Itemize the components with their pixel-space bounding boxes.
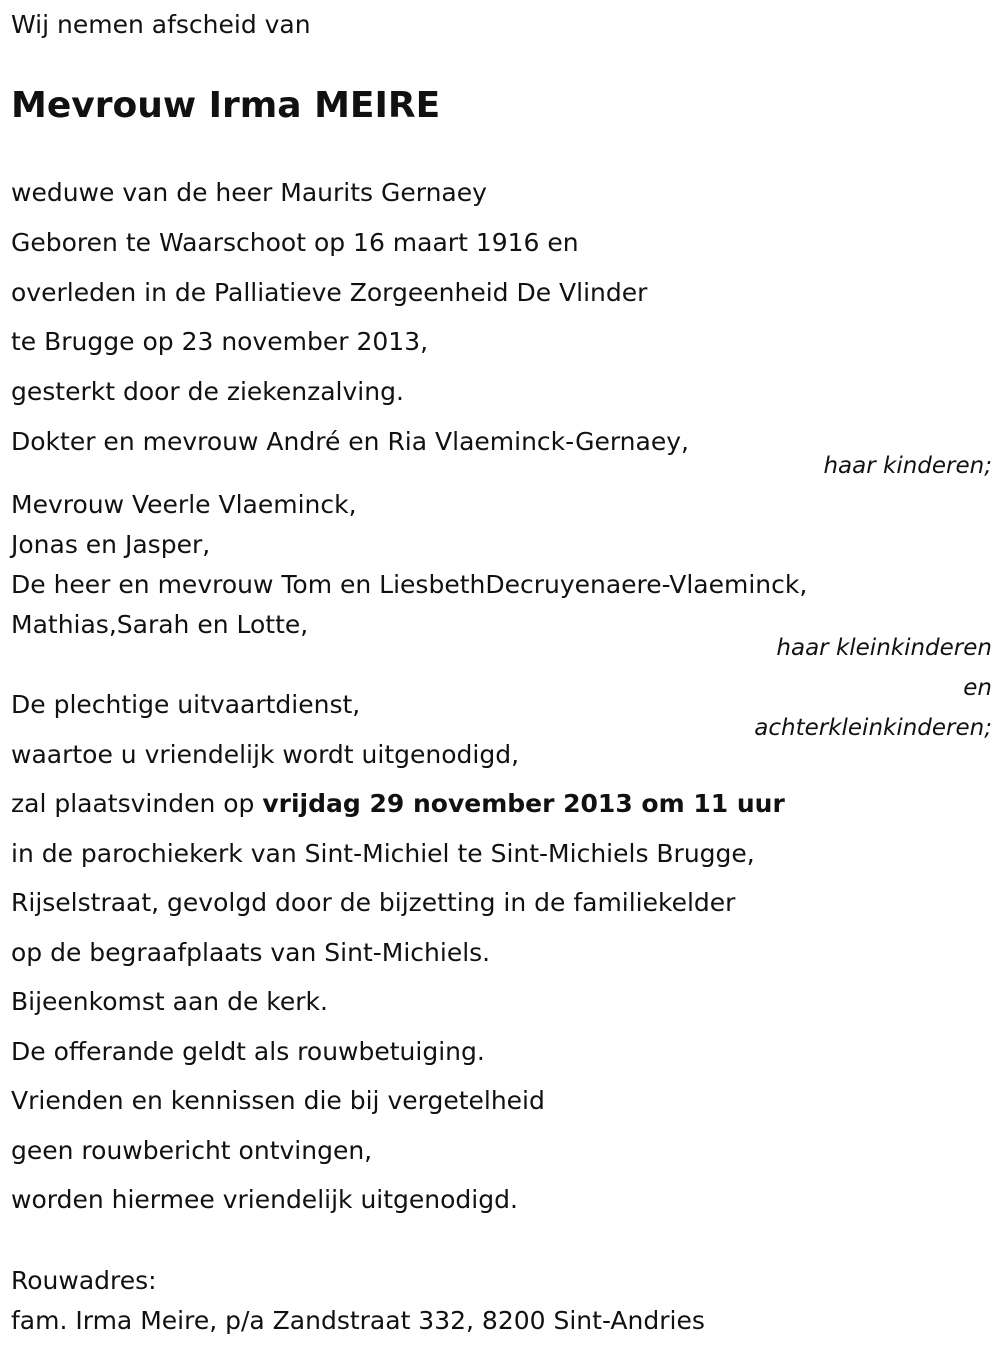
grandchildren-role: haar kleinkinderen [776,635,992,661]
service-line: De offerande geldt als rouwbetuiging. [11,1037,485,1066]
address-label: Rouwadres: [11,1266,157,1295]
service-line: waartoe u vriendelijk wordt uitgenodigd, [11,740,520,769]
children-role: haar kinderen; [823,453,992,479]
grandchild-line: Mevrouw Veerle Vlaeminck, [11,490,357,519]
service-line: op de begraafplaats van Sint-Michiels. [11,938,491,967]
bio-line: Geboren te Waarschoot op 16 maart 1916 en [11,228,579,257]
service-line: geen rouwbericht ontvingen, [11,1136,373,1165]
grandchild-line: Mathias,Sarah en Lotte, [11,610,309,639]
grandchild-line: Jonas en Jasper, [11,530,211,559]
bio-line: overleden in de Palliatieve Zorgeenheid De Vlinder [11,278,648,307]
bio-line: weduwe van de heer Maurits Gernaey [11,178,487,207]
service-line: Rijselstraat, gevolgd door de bijzetting in de familiekelder [11,888,736,917]
intro-text: Wij nemen afscheid van [11,10,311,39]
service-line: De plechtige uitvaartdienst, [11,690,361,719]
service-line: worden hiermee vriendelijk uitgenodigd. [11,1185,518,1214]
bio-line: te Brugge op 23 november 2013, [11,327,429,356]
service-date-line [11,789,785,819]
grandchildren-role: en [963,675,992,701]
service-line: Bijeenkomst aan de kerk. [11,987,328,1016]
address-value: fam. Irma Meire, p/a Zandstraat 332, 8200 Sint-Andries [11,1306,705,1335]
deceased-name: Mevrouw Irma MEIRE [11,85,441,126]
service-line: in de parochiekerk van Sint-Michiel te Sint-Michiels Brugge, [11,839,755,868]
grandchildren-role: achterkleinkinderen; [754,715,992,741]
grandchild-line: De heer en mevrouw Tom en LiesbethDecruyenaere-Vlaeminck, [11,570,808,599]
bio-line: gesterkt door de ziekenzalving. [11,377,404,406]
service-date: vrijdag 29 november 2013 om 11 uur [262,789,785,818]
service-line: Vrienden en kennissen die bij vergetelheid [11,1086,545,1115]
service-date-prefix: zal plaatsvinden op [11,789,263,818]
children-names: Dokter en mevrouw André en Ria Vlaeminck-Gernaey, [11,427,689,456]
